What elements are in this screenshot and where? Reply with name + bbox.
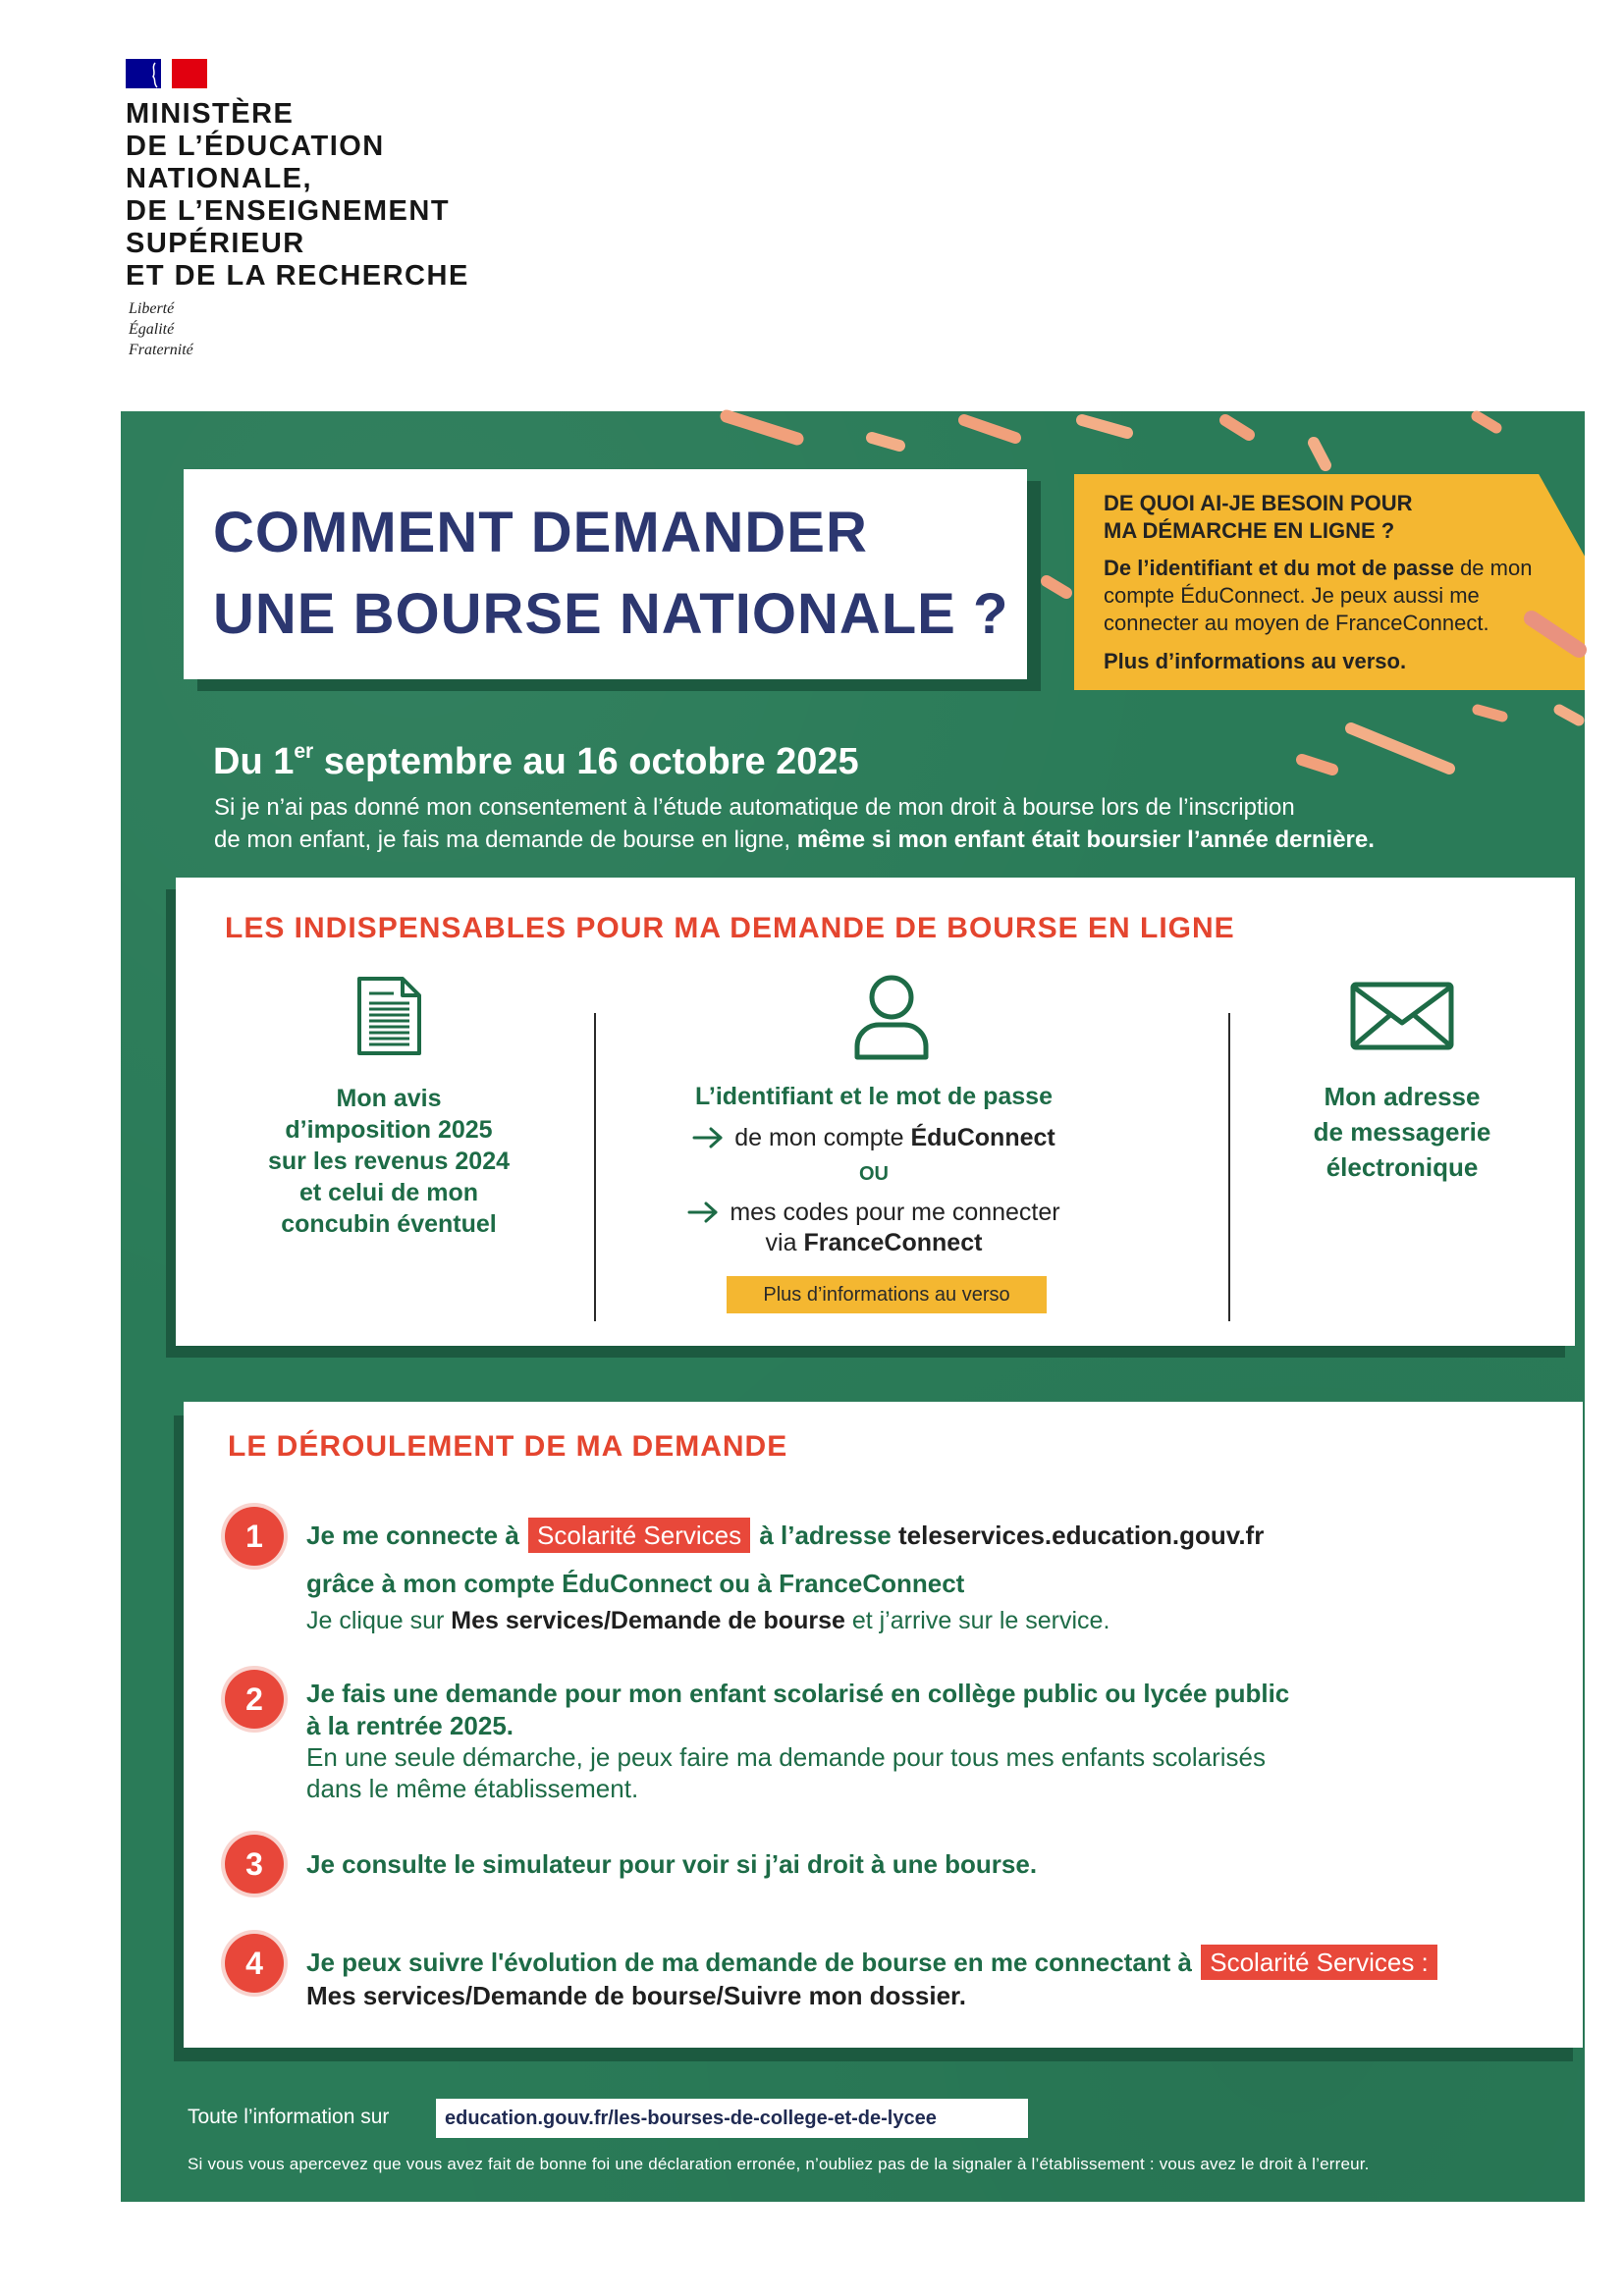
ministry-line: MINISTÈRE: [126, 98, 295, 130]
requirement-line: de messagerie: [1313, 1117, 1491, 1147]
step-2-line: à la rentrée 2025.: [306, 1711, 514, 1740]
callout-heading-line: DE QUOI AI-JE BESOIN POUR: [1104, 491, 1413, 515]
callout-heading-line: MA DÉMARCHE EN LIGNE ?: [1104, 518, 1395, 543]
requirement-line: électronique: [1325, 1152, 1479, 1182]
or-separator: OU: [859, 1163, 889, 1185]
step-number-badge: 1: [225, 1507, 284, 1566]
right-to-error-disclaimer: Si vous vous apercevez que vous avez fait de bonne foi une déclaration erronée, n’oubliez pas de la signaler à l’établissement : vous avez le droit à l’erreur.: [188, 2155, 1370, 2173]
marianne-flag-logo: [126, 59, 207, 88]
republic-motto: [129, 298, 193, 360]
step-text: à l’adresse: [759, 1521, 892, 1550]
requirement-line: concubin éventuel: [281, 1210, 497, 1238]
scolarite-services-tag: Scolarité Services :: [1201, 1945, 1437, 1980]
step-2-line: Je fais une demande pour mon enfant scolarisé en collège public ou lycée public: [306, 1679, 1290, 1708]
requirement-line: d’imposition 2025: [285, 1116, 493, 1144]
footer-label: Toute l’information sur: [188, 2106, 390, 2128]
callout-body-bold: De l’identifiant et du mot de passe: [1104, 556, 1454, 580]
document-icon: [356, 976, 422, 1056]
step-number-badge: 4: [225, 1934, 284, 1993]
service-path: Mes services/Demande de bourse: [451, 1607, 845, 1634]
requirements-callout-text: [1104, 490, 1532, 675]
period-superscript: er: [294, 740, 314, 763]
option-franceconnect-cont: [599, 1227, 1149, 1258]
step-1-line: grâce à mon compte ÉduConnect ou à FranceConnect: [306, 1569, 965, 1598]
step-text: Je peux suivre l'évolution de ma demande de bourse en me connectant à: [306, 1948, 1193, 1977]
step-number-badge: 2: [225, 1670, 284, 1729]
callout-body-line: compte ÉduConnect. Je peux aussi me: [1104, 583, 1480, 608]
user-icon: [852, 974, 931, 1060]
ministry-name: [126, 98, 469, 293]
scolarite-services-tag: Scolarité Services: [528, 1518, 750, 1553]
motto-line: Fraternité: [129, 342, 193, 358]
intro-paragraph: [214, 791, 1375, 856]
step-1-line: [306, 1604, 1109, 1637]
franceconnect-label: FranceConnect: [803, 1229, 983, 1256]
column-divider: [1228, 1013, 1230, 1321]
option-text: mes codes pour me connecter: [730, 1199, 1060, 1226]
intro-line: Si je n’ai pas donné mon consentement à l’étude automatique de mon droit à bourse lors de l’inscription: [214, 794, 1295, 821]
tax-notice-requirement: [232, 1083, 546, 1240]
option-franceconnect: [599, 1197, 1149, 1228]
step-number-badge: 3: [225, 1835, 284, 1894]
step-text: et j’arrive sur le service.: [844, 1607, 1110, 1634]
step-2-line: En une seule démarche, je peux faire ma demande pour tous mes enfants scolarisés: [306, 1742, 1266, 1772]
intro-line-bold: même si mon enfant était boursier l’année dernière.: [796, 827, 1375, 853]
period-suffix: septembre au 16 octobre 2025: [313, 741, 859, 782]
educonnect-label: ÉduConnect: [910, 1124, 1055, 1151]
option-text: de mon compte: [734, 1124, 911, 1151]
callout-body-line: connecter au moyen de FranceConnect.: [1104, 611, 1489, 635]
motto-line: Égalité: [129, 321, 175, 338]
step-text: Je me connecte à: [306, 1521, 519, 1550]
callout-more-info: Plus d’informations au verso.: [1104, 649, 1407, 673]
requirement-line: et celui de mon: [299, 1179, 478, 1206]
ministry-line: DE L’ÉDUCATION: [126, 131, 385, 162]
application-period: [213, 740, 859, 783]
intro-line: [214, 824, 1375, 856]
page-title-line: UNE BOURSE NATIONALE ?: [213, 582, 1009, 646]
step-2-line: dans le même établissement.: [306, 1774, 639, 1803]
step-text: Je clique sur: [306, 1607, 452, 1634]
step-1-line: [306, 1518, 1264, 1553]
credentials-heading: L’identifiant et le mot de passe: [695, 1083, 1053, 1110]
option-text: via: [765, 1229, 804, 1256]
requirement-line: sur les revenus 2024: [268, 1148, 510, 1175]
period-prefix: Du 1: [213, 741, 295, 782]
callout-body-line: [1104, 555, 1532, 582]
arrow-right-icon: [687, 1201, 719, 1223]
requirement-line: Mon adresse: [1324, 1082, 1481, 1111]
ministry-line: ET DE LA RECHERCHE: [126, 260, 469, 292]
envelope-icon: [1350, 982, 1454, 1050]
ministry-line: NATIONALE,: [126, 163, 313, 194]
more-info-label: Plus d’informations au verso: [727, 1276, 1047, 1313]
arrow-right-icon: [692, 1127, 724, 1148]
column-divider: [594, 1013, 596, 1321]
option-educonnect: [599, 1122, 1149, 1153]
ministry-line: SUPÉRIEUR: [126, 228, 305, 259]
callout-body-regular: de mon: [1453, 556, 1533, 580]
email-requirement: [1265, 1079, 1540, 1185]
requirement-line: Mon avis: [336, 1085, 442, 1112]
ministry-line: DE L’ENSEIGNEMENT: [126, 195, 451, 227]
intro-line-regular: de mon enfant, je fais ma demande de bourse en ligne,: [214, 827, 797, 853]
info-website-link[interactable]: education.gouv.fr/les-bourses-de-college-et-de-lycee: [436, 2099, 1028, 2138]
step-4-line: Mes services/Demande de bourse/Suivre mon dossier.: [306, 1981, 966, 2010]
step-3-line: Je consulte le simulateur pour voir si j’ai droit à une bourse.: [306, 1849, 1038, 1879]
motto-line: Liberté: [129, 300, 175, 317]
page-title-line: COMMENT DEMANDER: [213, 501, 868, 564]
step-4-line: [306, 1945, 1439, 1980]
process-heading: LE DÉROULEMENT DE MA DEMANDE: [228, 1430, 788, 1463]
teleservices-address: teleservices.education.gouv.fr: [898, 1521, 1265, 1550]
essentials-heading: LES INDISPENSABLES POUR MA DEMANDE DE BOURSE EN LIGNE: [225, 912, 1235, 944]
